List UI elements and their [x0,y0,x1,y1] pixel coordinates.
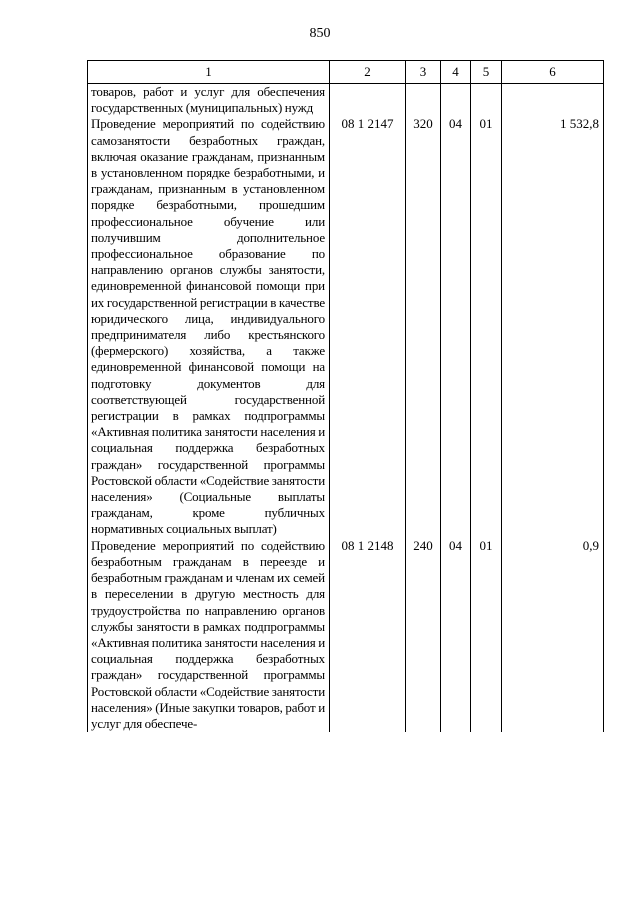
row-description: Проведение мероприятий по содействию самозанятости безработных граждан, включая оказание гражданам, признанным в установленном порядке безработными, и гражданам, признанным в установленном порядке безработными, прошедшим профессиональное обучение или получившим дополнительное профессиональное образование по направлению органов службы занятости, единовременной финансовой помощи при их государственной регистрации в качестве юридического лица, индивидуального предпринимателя либо крестьянского (фермерского) хозяйства, а также единовременной финансовой помощи на подготовку документов для соответствующей государственной регистрации в рамках подпрограммы «Активная политика занятости населения и социальная поддержка безработных граждан» государственной программы Ростовской области «Содействие занятости населения» (Социальные выплаты гражданам, кроме публичных нормативных социальных выплат) [88,116,330,537]
row-description: товаров, работ и услуг для обеспечения государственных (муниципальных) нужд [88,84,330,117]
row-subsection: 01 [471,116,502,537]
column-header: 2 [330,61,406,84]
table-row [88,116,604,537]
row-type: 240 [406,538,441,732]
column-header: 3 [406,61,441,84]
row-code: 08 1 2148 [330,538,406,732]
row-code [330,84,406,117]
row-section: 04 [441,116,471,537]
page-number: 850 [309,26,331,41]
row-amount: 0,9 [502,538,604,732]
table-header-row [88,61,604,84]
column-header: 4 [441,61,471,84]
column-header: 1 [88,61,330,84]
column-header: 5 [471,61,502,84]
row-type: 320 [406,116,441,537]
row-subsection [471,84,502,117]
row-amount [502,84,604,117]
row-section [441,84,471,117]
row-amount: 1 532,8 [502,116,604,537]
table-row [88,84,604,117]
row-description: Проведение мероприятий по содействию безработным гражданам в переезде и безработным гражданам и членам их семей в переселении в другую местность для трудоустройства по направлению органов службы занятости в рамках подпрограммы «Активная политика занятости населения и социальная поддержка безработных граждан» государственной программы Ростовской области «Содействие занятости населения» (Иные закупки товаров, работ и услуг для обеспече- [88,538,330,732]
row-subsection: 01 [471,538,502,732]
budget-table [87,60,604,732]
row-type [406,84,441,117]
table-row [88,538,604,732]
row-code: 08 1 2147 [330,116,406,537]
column-header: 6 [502,61,604,84]
row-section: 04 [441,538,471,732]
